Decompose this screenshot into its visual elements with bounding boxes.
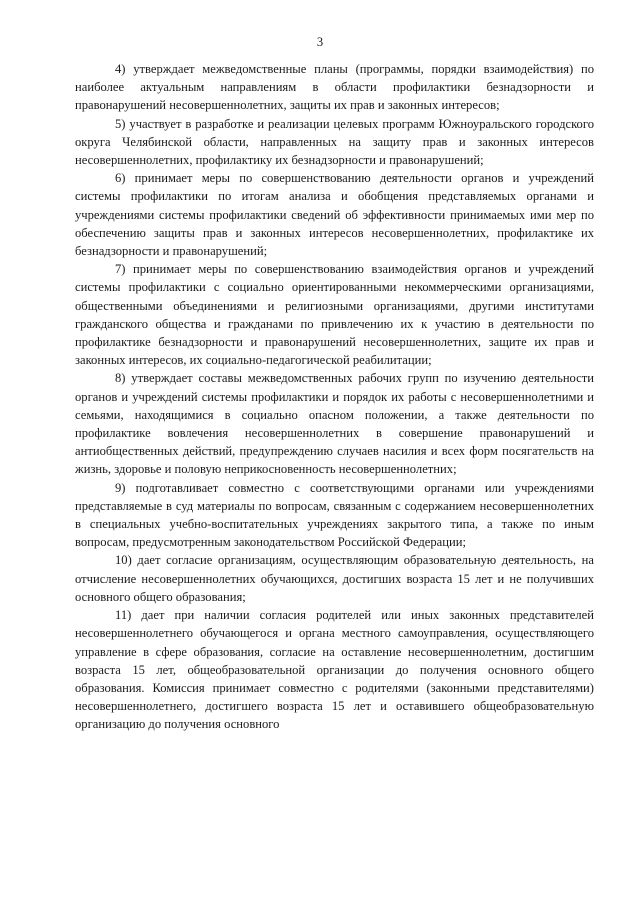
paragraph-item-7: 7) принимает меры по совершенствованию взаимодействия органов и учреждений системы профилактики с социально ориентированными некоммерческими организациями, общественными объединениями и религиозными организациями, другими институтами гражданского общества и гражданами по привлечению их к участию в деятельности по профилактике безнадзорности и правонарушений несовершеннолетних, защите их прав и законных интересов, их социально-педагогической реабилитации; <box>75 262 594 368</box>
paragraph-item-10: 10) дает согласие организациям, осуществляющим образовательную деятельность, на отчисление несовершеннолетних обучающихся, достигших возраста 15 лет и не получивших основного общего образования; <box>75 553 594 604</box>
paragraph-item-11: 11) дает при наличии согласия родителей или иных законных представителей несовершеннолетнего обучающегося и органа местного самоуправления, осуществляющего управление в сфере образования, согласие на оставление несовершеннолетним, достигшим возраста 15 лет, общеобразовательной организации до получения основного общего образования. Комиссия принимает совместно с родителями (законными представителями) несовершеннолетнего, достигшего возраста 15 лет и оставившего общеобразовательную организацию до получения основного <box>75 608 594 732</box>
paragraph-item-9: 9) подготавливает совместно с соответствующими органами или учреждениями представляемые в суд материалы по вопросам, связанным с содержанием несовершеннолетних в специальных учебно-воспитательных учреждениях закрытого типа, а также по иным вопросам, предусмотренным законодательством Российской Федерации; <box>75 480 594 550</box>
paragraph-item-4: 4) утверждает межведомственные планы (программы, порядки взаимодействия) по наиболее актуальным направлениям в области профилактики безнадзорности и правонарушений несовершеннолетних, защиты их прав и законных интересов; <box>75 62 594 113</box>
page-number: 3 <box>316 35 324 49</box>
paragraph-item-6: 6) принимает меры по совершенствованию деятельности органов и учреждений системы профилактики по итогам анализа и обобщения представляемых органами и учреждениями системы профилактики сведений об эффективности принимаемых ими мер по обеспечению защиты прав и законных интересов несовершеннолетних, профилактике их безнадзорности и правонарушений; <box>75 171 594 259</box>
document-body <box>75 60 594 734</box>
paragraph-item-5: 5) участвует в разработке и реализации целевых программ Южноуральского городского округа Челябинской области, направленных на защиту прав и законных интересов несовершеннолетних, профилактику их безнадзорности и правонарушений; <box>75 116 594 168</box>
paragraph-item-8: 8) утверждает составы межведомственных рабочих групп по изучению деятельности органов и учреждений системы профилактики и порядок их работы с несовершеннолетними и семьями, находящимися в социально опасном положении, а также деятельности по профилактике вовлечения несовершеннолетних в совершение правонарушений и антиобщественных действий, предупреждению случаев насилия и всех форм посягательств на жизнь, здоровье и половую неприкосновенность несовершеннолетних; <box>75 371 594 477</box>
